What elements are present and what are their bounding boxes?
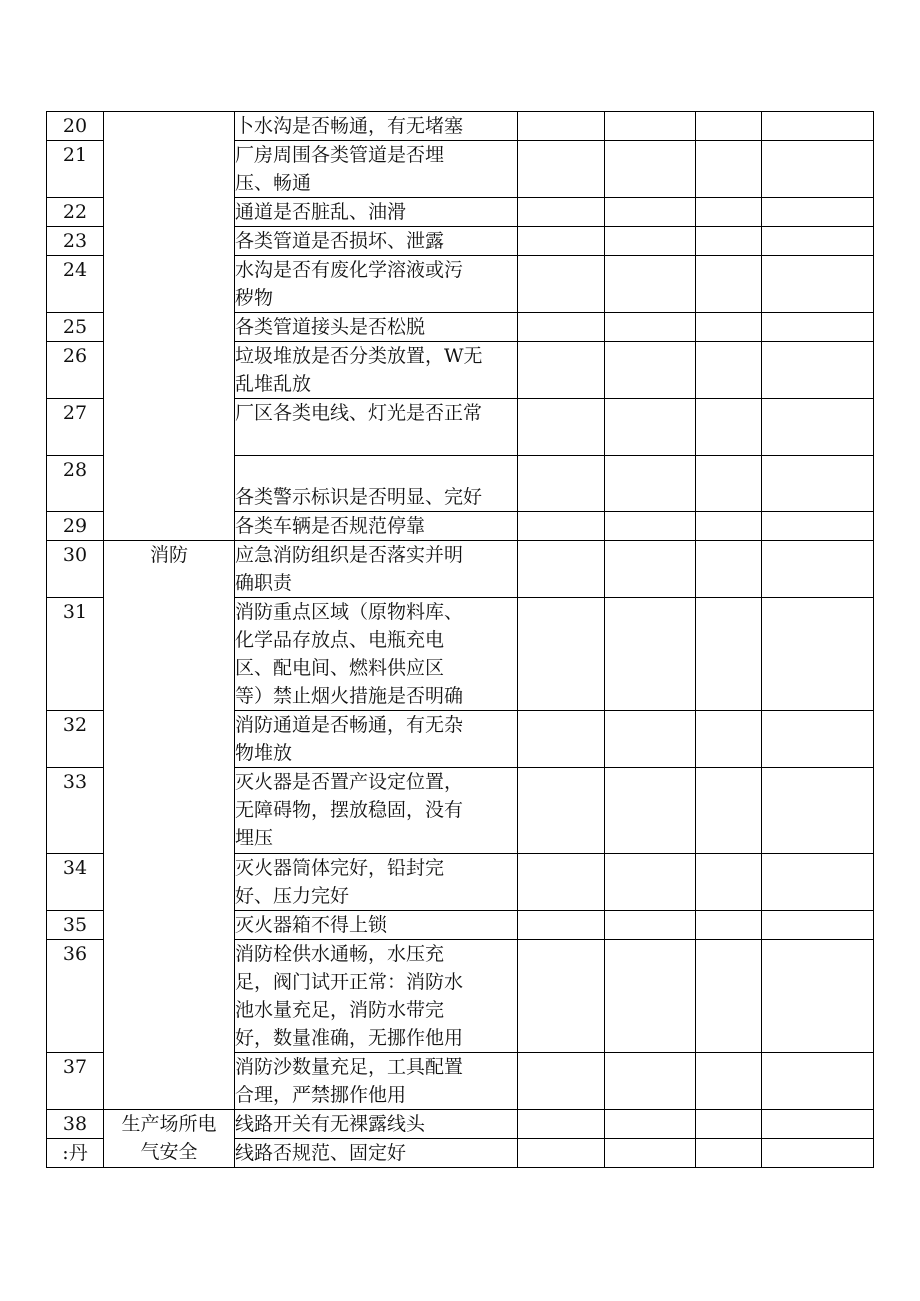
check-item: 厂区各类电线、灯光是否正常 bbox=[235, 399, 518, 456]
blank-cell bbox=[696, 940, 762, 1053]
blank-cell bbox=[762, 227, 874, 256]
row-number: 32 bbox=[47, 711, 104, 768]
blank-cell bbox=[762, 456, 874, 512]
blank-cell bbox=[518, 940, 605, 1053]
category-electrical-safety: 生产场所电 气安全 bbox=[104, 1110, 235, 1168]
blank-cell bbox=[762, 112, 874, 141]
blank-cell bbox=[696, 911, 762, 940]
blank-cell bbox=[518, 112, 605, 141]
blank-cell bbox=[518, 1139, 605, 1168]
check-item: 各类管道接头是否松脱 bbox=[235, 313, 518, 342]
blank-cell bbox=[518, 1110, 605, 1139]
row-number: 30 bbox=[47, 541, 104, 598]
blank-cell bbox=[605, 911, 696, 940]
blank-cell bbox=[696, 198, 762, 227]
row-number: 38 bbox=[47, 1110, 104, 1139]
blank-cell bbox=[762, 198, 874, 227]
check-item: 灭火器是否置产设定位置， 无障碍物，摆放稳固，没有 埋压 bbox=[235, 768, 518, 854]
blank-cell bbox=[696, 854, 762, 911]
row-number: 37 bbox=[47, 1053, 104, 1110]
blank-cell bbox=[696, 1110, 762, 1139]
blank-cell bbox=[518, 711, 605, 768]
blank-cell bbox=[518, 512, 605, 541]
check-item: 灭火器箱不得上锁 bbox=[235, 911, 518, 940]
check-item: 垃圾堆放是否分类放置，W无 乱堆乱放 bbox=[235, 342, 518, 399]
blank-cell bbox=[762, 141, 874, 198]
blank-cell bbox=[605, 141, 696, 198]
blank-cell bbox=[605, 1053, 696, 1110]
blank-cell bbox=[696, 141, 762, 198]
check-item: 各类警示标识是否明显、完好 bbox=[235, 456, 518, 512]
blank-cell bbox=[762, 940, 874, 1053]
blank-cell bbox=[696, 313, 762, 342]
blank-cell bbox=[762, 598, 874, 711]
blank-cell bbox=[762, 313, 874, 342]
blank-cell bbox=[696, 711, 762, 768]
table-row bbox=[47, 112, 874, 141]
check-item: 线路开关有无裸露线头 bbox=[235, 1110, 518, 1139]
blank-cell bbox=[762, 1053, 874, 1110]
blank-cell bbox=[518, 399, 605, 456]
row-number: 35 bbox=[47, 911, 104, 940]
blank-cell bbox=[762, 399, 874, 456]
row-number: 28 bbox=[47, 456, 104, 512]
blank-cell bbox=[762, 768, 874, 854]
row-number: :丹 bbox=[47, 1139, 104, 1168]
row-number: 23 bbox=[47, 227, 104, 256]
check-item: 消防重点区域（原物料库、 化学品存放点、电瓶充电 区、配电间、燃料供应区 等）禁止烟火措施是否明确 bbox=[235, 598, 518, 711]
row-number: 21 bbox=[47, 141, 104, 198]
blank-cell bbox=[518, 541, 605, 598]
blank-cell bbox=[762, 1139, 874, 1168]
blank-cell bbox=[696, 541, 762, 598]
blank-cell bbox=[518, 256, 605, 313]
blank-cell bbox=[605, 256, 696, 313]
blank-cell bbox=[605, 768, 696, 854]
blank-cell bbox=[762, 854, 874, 911]
blank-cell bbox=[696, 456, 762, 512]
blank-cell bbox=[518, 854, 605, 911]
check-item: 水沟是否有废化学溶液或污 秽物 bbox=[235, 256, 518, 313]
blank-cell bbox=[605, 456, 696, 512]
blank-cell bbox=[605, 227, 696, 256]
blank-cell bbox=[605, 598, 696, 711]
blank-cell bbox=[696, 227, 762, 256]
blank-cell bbox=[762, 342, 874, 399]
blank-cell bbox=[696, 1139, 762, 1168]
blank-cell bbox=[605, 112, 696, 141]
blank-cell bbox=[605, 1110, 696, 1139]
check-item: 各类管道是否损坏、泄露 bbox=[235, 227, 518, 256]
check-item: 卜水沟是否畅通，有无堵塞 bbox=[235, 112, 518, 141]
blank-cell bbox=[605, 342, 696, 399]
row-number: 25 bbox=[47, 313, 104, 342]
blank-cell bbox=[518, 198, 605, 227]
blank-cell bbox=[696, 399, 762, 456]
blank-cell bbox=[605, 711, 696, 768]
check-item: 各类车辆是否规范停靠 bbox=[235, 512, 518, 541]
blank-cell bbox=[518, 598, 605, 711]
check-item: 灭火器筒体完好，铅封完 好、压力完好 bbox=[235, 854, 518, 911]
blank-cell bbox=[762, 256, 874, 313]
blank-cell bbox=[518, 456, 605, 512]
table-row bbox=[47, 1110, 874, 1139]
check-item: 消防沙数量充足，工具配置 合理，严禁挪作他用 bbox=[235, 1053, 518, 1110]
table-row bbox=[47, 541, 874, 598]
blank-cell bbox=[696, 112, 762, 141]
blank-cell bbox=[696, 1053, 762, 1110]
blank-cell bbox=[605, 512, 696, 541]
row-number: 31 bbox=[47, 598, 104, 711]
blank-cell bbox=[518, 768, 605, 854]
check-item: 消防栓供水通畅，水压充 足，阀门试开正常：消防水 池水量充足，消防水带完 好，数量准确，无挪作他用 bbox=[235, 940, 518, 1053]
blank-cell bbox=[518, 1053, 605, 1110]
category-fire: 消防 bbox=[104, 541, 235, 1110]
blank-cell bbox=[605, 313, 696, 342]
row-number: 27 bbox=[47, 399, 104, 456]
blank-cell bbox=[696, 256, 762, 313]
blank-cell bbox=[518, 313, 605, 342]
blank-cell bbox=[605, 1139, 696, 1168]
blank-cell bbox=[762, 512, 874, 541]
blank-cell bbox=[696, 512, 762, 541]
inspection-checklist-table bbox=[46, 111, 874, 1168]
blank-cell bbox=[518, 227, 605, 256]
row-number: 29 bbox=[47, 512, 104, 541]
blank-cell bbox=[518, 911, 605, 940]
row-number: 26 bbox=[47, 342, 104, 399]
check-item: 应急消防组织是否落实并明 确职责 bbox=[235, 541, 518, 598]
blank-cell bbox=[518, 141, 605, 198]
check-item: 消防通道是否畅通，有无杂 物堆放 bbox=[235, 711, 518, 768]
blank-cell bbox=[696, 598, 762, 711]
blank-cell bbox=[762, 911, 874, 940]
row-number: 33 bbox=[47, 768, 104, 854]
blank-cell bbox=[605, 399, 696, 456]
blank-cell bbox=[696, 342, 762, 399]
blank-cell bbox=[762, 711, 874, 768]
blank-cell bbox=[605, 854, 696, 911]
check-item: 通道是否脏乱、油滑 bbox=[235, 198, 518, 227]
blank-cell bbox=[605, 541, 696, 598]
row-number: 24 bbox=[47, 256, 104, 313]
row-number: 20 bbox=[47, 112, 104, 141]
blank-cell bbox=[605, 198, 696, 227]
blank-cell bbox=[762, 1110, 874, 1139]
blank-cell bbox=[518, 342, 605, 399]
blank-cell bbox=[762, 541, 874, 598]
row-number: 34 bbox=[47, 854, 104, 911]
row-number: 36 bbox=[47, 940, 104, 1053]
blank-cell bbox=[696, 768, 762, 854]
row-number: 22 bbox=[47, 198, 104, 227]
check-item: 线路否规范、固定好 bbox=[235, 1139, 518, 1168]
check-item: 厂房周围各类管道是否埋 压、畅通 bbox=[235, 141, 518, 198]
category-cell bbox=[104, 112, 235, 541]
blank-cell bbox=[605, 940, 696, 1053]
